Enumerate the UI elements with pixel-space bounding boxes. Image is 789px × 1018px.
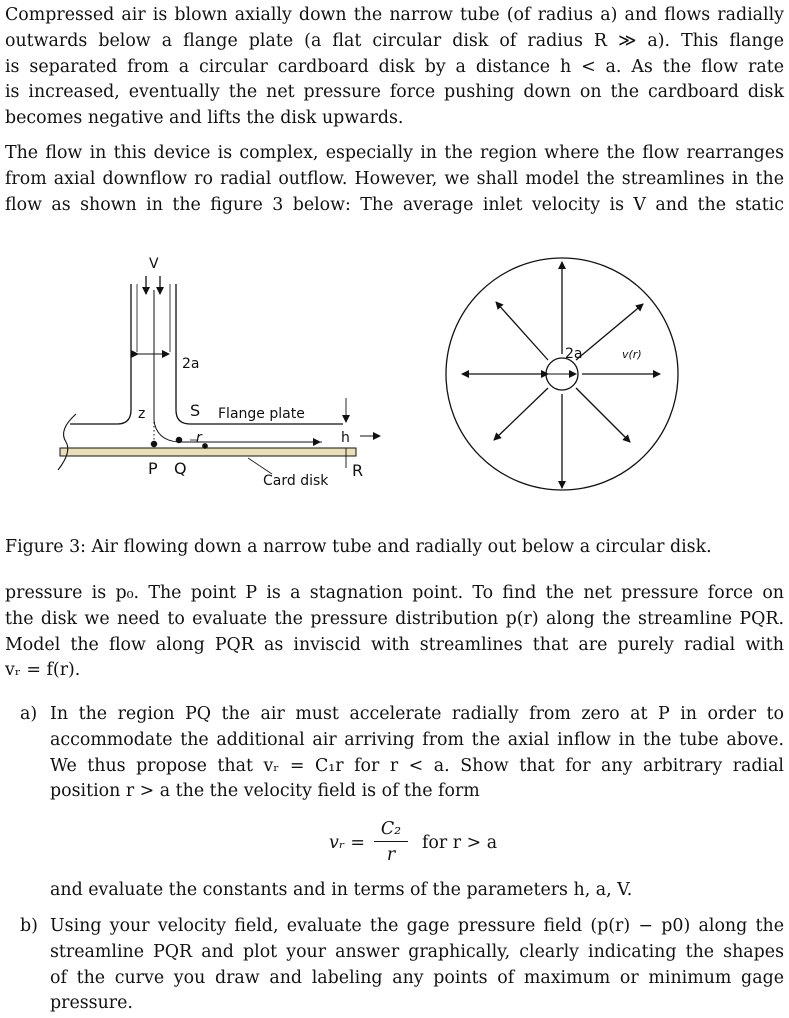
part-b-line: streamline PQR and plot your answer graphically, clearly indicating the shapes — [50, 941, 784, 962]
top-view-diagram — [446, 258, 678, 490]
continuation-paragraph — [5, 581, 784, 684]
tube-right-wall — [176, 284, 343, 424]
side-view-diagram — [58, 276, 380, 474]
velocity-equation — [50, 817, 784, 871]
radial-arrow-se — [576, 388, 630, 442]
label-r: r — [196, 430, 202, 446]
point-q — [176, 437, 181, 442]
intro-line: is increased, eventually the net pressure force pushing down on the cardboard disk — [5, 82, 784, 103]
radial-arrow-sw — [494, 388, 548, 440]
label-h: h — [341, 430, 350, 446]
part-a-line: In the region PQ the air must accelerate radially from zero at P in order to — [50, 704, 784, 724]
label-v: V — [149, 256, 159, 272]
label-p: P — [148, 459, 158, 478]
part-a-line: accommodate the additional air arriving from the axial inflow in the tube above. — [50, 729, 784, 750]
label-flange-plate: Flange plate — [218, 406, 305, 422]
label-q: Q — [174, 459, 187, 478]
part-a-line: position r > a the the velocity field is of the form — [50, 781, 480, 802]
model-paragraph — [5, 141, 784, 218]
point-q2 — [203, 444, 207, 448]
part-b-line: of the curve you draw and labeling any points of maximum or minimum gage — [50, 967, 784, 988]
intro-line: becomes negative and lifts the disk upwards. — [5, 108, 404, 129]
equation-denominator: r — [386, 845, 396, 865]
label-z: z — [138, 406, 146, 422]
intro-line: is separated from a circular cardboard disk by a distance h < a. As the flow rate — [5, 56, 784, 77]
part-b-body — [50, 914, 784, 1017]
intro-paragraph — [5, 3, 784, 132]
part-b-line: pressure. — [50, 993, 133, 1014]
continuation-line: the disk we need to evaluate the pressure distribution p(r) along the streamline PQR. — [5, 608, 784, 629]
part-a-line: We thus propose that vᵣ = C₁r for r < a. Show that for any arbitrary radial — [50, 755, 784, 776]
part-b-line: Using your velocity field, evaluate the gage pressure field (p(r) − p0) along the — [50, 916, 784, 936]
model-line: flow as shown in the figure 3 below: The average inlet velocity is V and the static — [5, 194, 784, 215]
continuation-line: vᵣ = f(r). — [5, 660, 81, 681]
figure-caption: Figure 3: Air flowing down a narrow tube and radially out below a circular disk. — [5, 537, 712, 557]
top-view-labels — [565, 346, 642, 362]
part-a-body — [50, 702, 784, 900]
part-a-marker: a) — [20, 704, 38, 724]
label-card-disk: Card disk — [263, 473, 329, 489]
card-disk-leader — [248, 458, 272, 474]
label-2a: 2a — [182, 356, 200, 372]
equation-lhs: vᵣ = — [329, 833, 365, 853]
label-s: S — [190, 401, 201, 420]
model-line: The flow in this device is complex, especially in the region where the flow rearranges — [5, 143, 784, 163]
card-disk — [60, 448, 356, 456]
part-a-after-equation: and evaluate the constants and in terms of the parameters h, a, V. — [50, 880, 633, 900]
continuation-line: pressure is p₀. The point P is a stagnation point. To find the net pressure force on — [5, 583, 784, 603]
label-r-end: R — [352, 461, 364, 480]
part-b-marker: b) — [20, 916, 38, 936]
equation-fraction — [374, 817, 408, 868]
point-p — [151, 441, 156, 446]
intro-line: outwards below a flange plate (a flat circular disk of radius R ≫ a). This flange — [5, 30, 784, 51]
intro-line: Compressed air is blown axially down the narrow tube (of radius a) and flows radially — [5, 5, 784, 25]
cut-line — [58, 414, 76, 470]
equation-numerator: C₂ — [374, 817, 408, 842]
continuation-line: Model the flow along PQR as inviscid with streamlines that are purely radial with — [5, 634, 784, 655]
model-line: from axial downflow ro radial outflow. However, we shall model the streamlines in the — [5, 168, 784, 189]
label-top-2a: 2a — [565, 346, 583, 362]
equation-condition: for r > a — [422, 833, 498, 853]
figure-3 — [40, 248, 740, 498]
radial-arrow-nw — [496, 302, 548, 360]
label-velocity: v(r) — [622, 348, 642, 361]
tube-left-wall — [70, 284, 131, 424]
